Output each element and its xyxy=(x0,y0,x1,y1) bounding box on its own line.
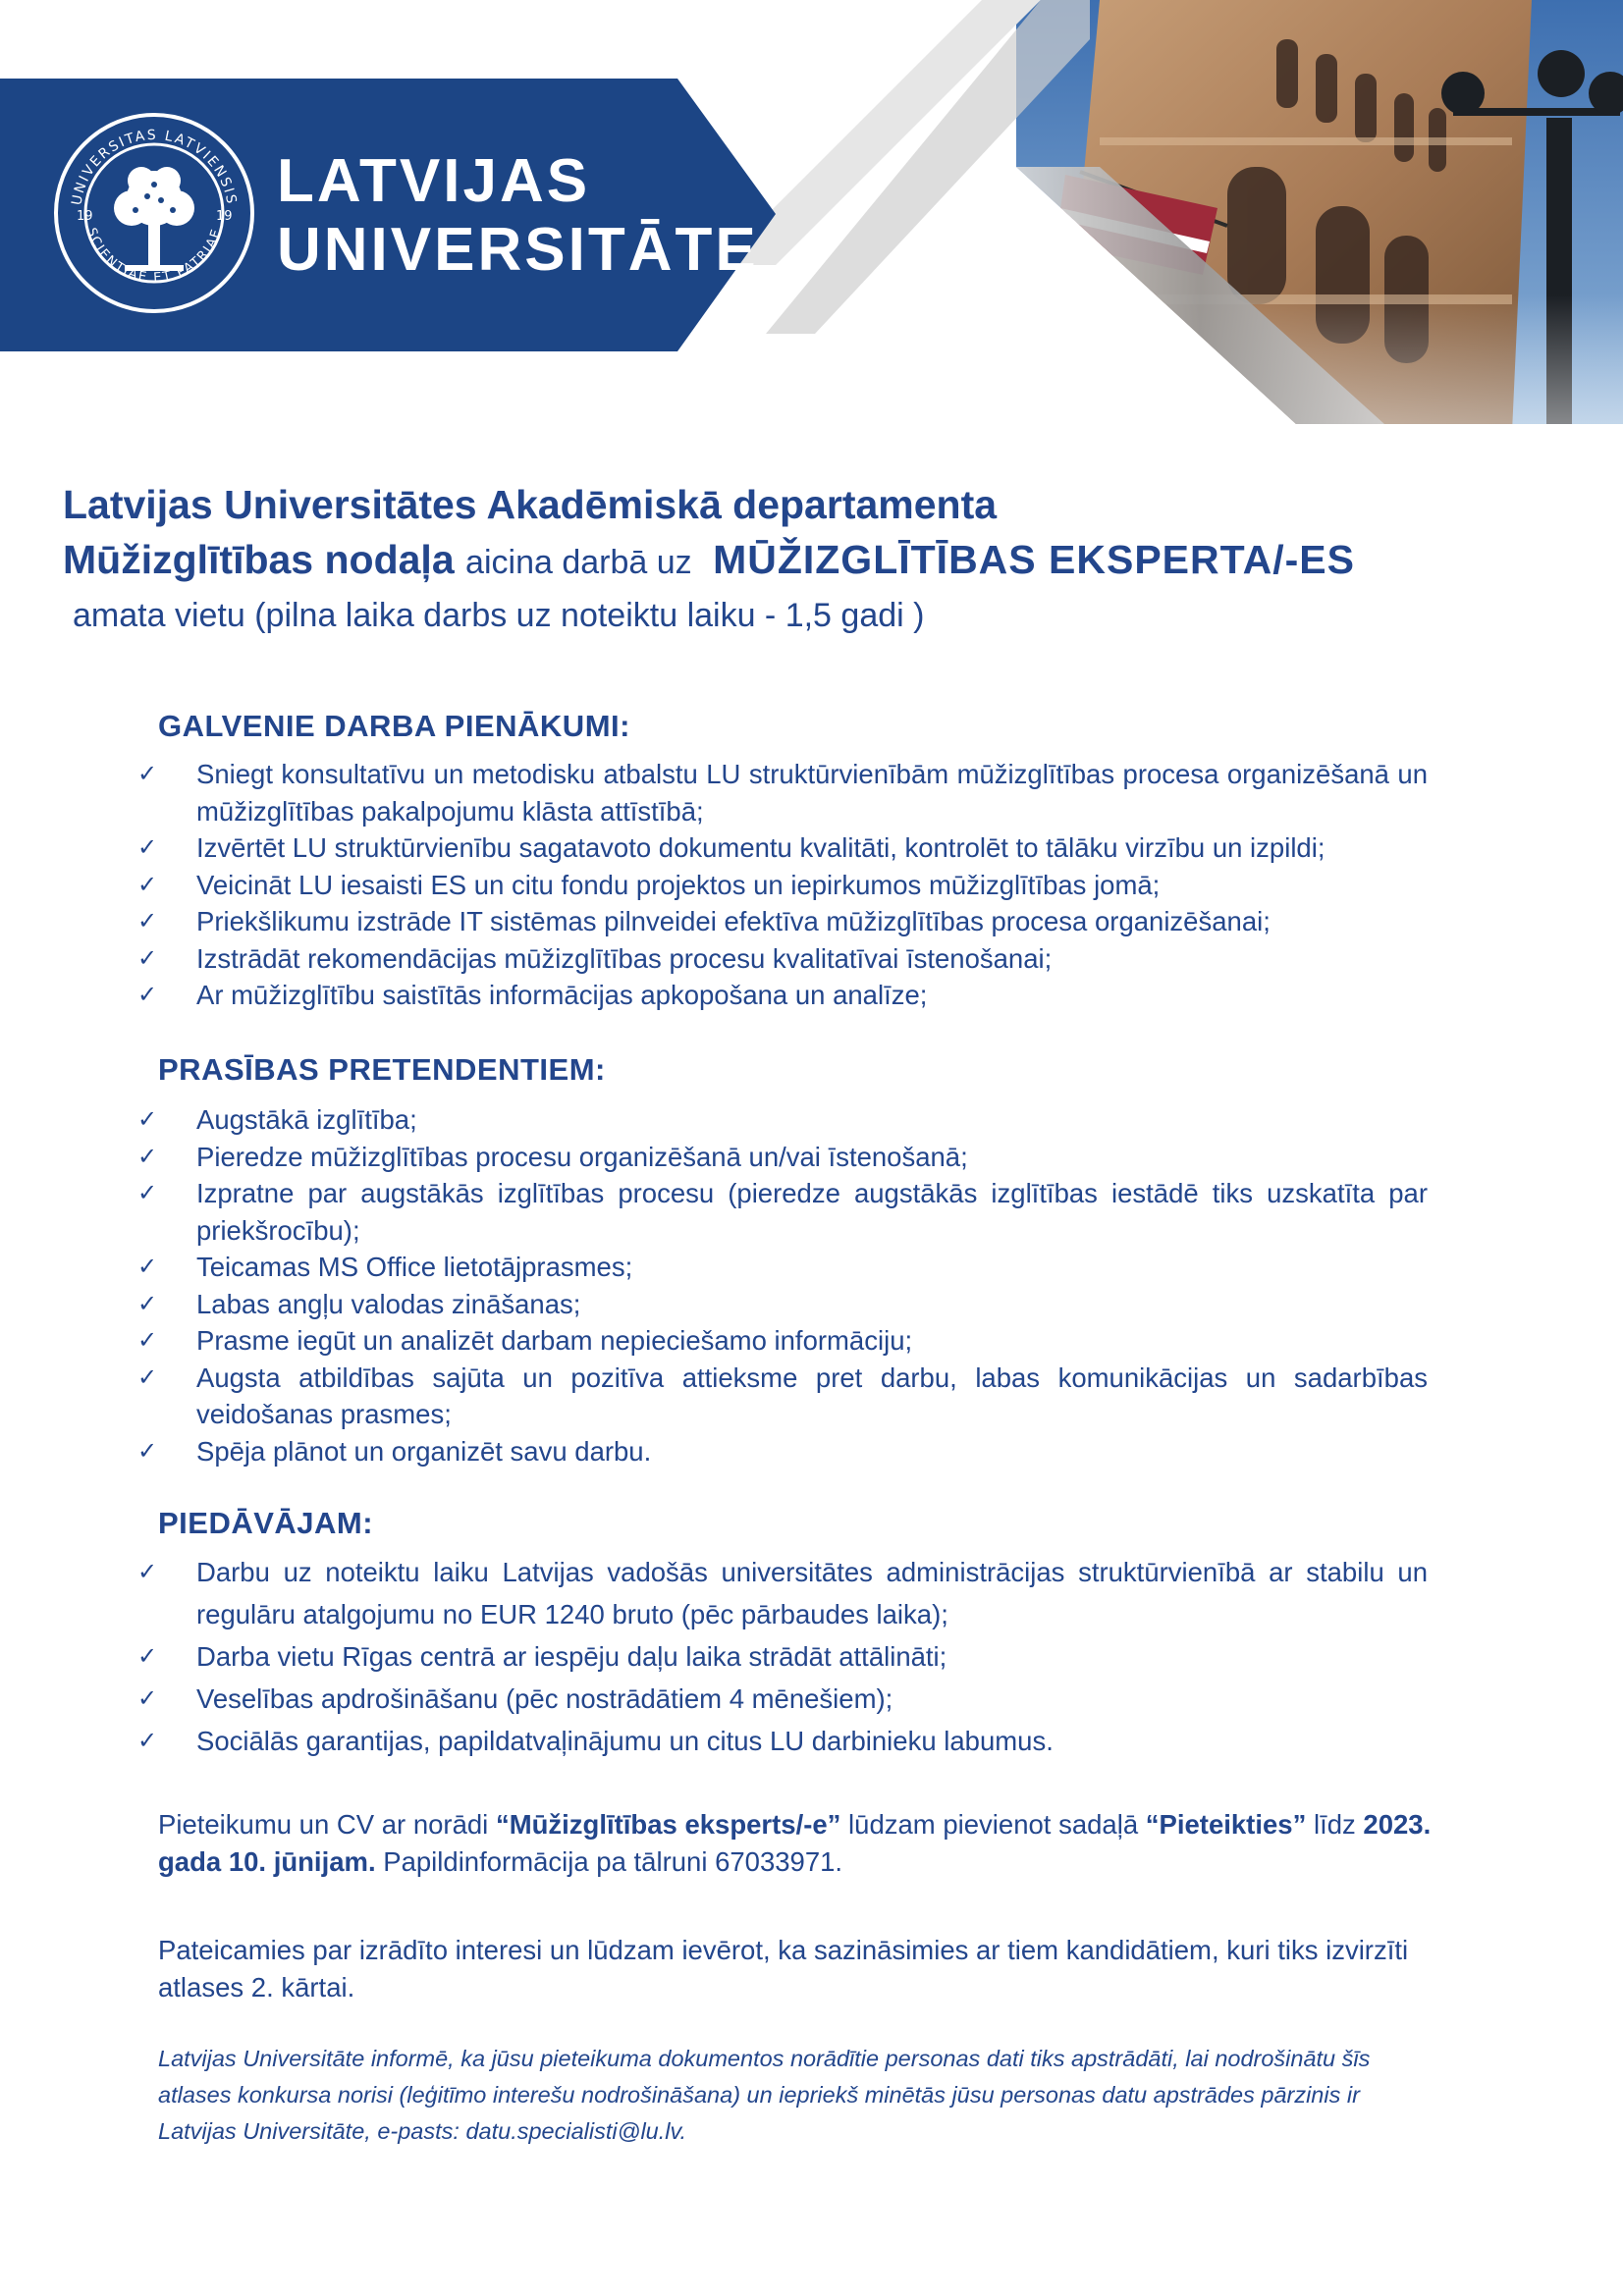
list-item: ✓ Teicamas MS Office lietotājprasmes; xyxy=(0,1249,1623,1286)
check-icon: ✓ xyxy=(137,761,158,787)
list-item: ✓ Augstākā izglītība; xyxy=(0,1101,1623,1139)
check-icon: ✓ xyxy=(137,1685,158,1712)
list-item: ✓ Darba vietu Rīgas centrā ar iespēju daļu laika strādāt attālināti; xyxy=(0,1635,1623,1678)
list-item: ✓ Labas angļu valodas zināšanas; xyxy=(0,1286,1623,1323)
check-icon: ✓ xyxy=(137,871,158,898)
requirements-heading: PRASĪBAS PRETENDENTIEM: xyxy=(158,1052,606,1087)
title-line-2 xyxy=(63,532,1575,590)
vacancy-title xyxy=(63,477,1575,641)
check-icon: ✓ xyxy=(137,1437,158,1465)
university-seal-logo xyxy=(51,110,257,316)
check-icon: ✓ xyxy=(137,1559,158,1585)
brand-line-2: UNIVERSITĀTE xyxy=(277,216,759,284)
list-item: ✓ Pieredze mūžizglītības procesu organizēšanā un/vai īstenošanā; xyxy=(0,1139,1623,1176)
privacy-notice: Latvijas Universitāte informē, ka jūsu pieteikuma dokumentos norādītie personas dati tiks apstrādāti, lai nodrošinātu šīs atlases konkursa norisi (leģitīmo interešu nodrošināšana) un iepriekš minētās jūsu personas datu apstrādes pārzinis ir Latvijas Universitāte, e-pasts: datu.specialisti@lu.lv. xyxy=(158,2046,1371,2144)
offer-heading: PIEDĀVĀJAM: xyxy=(158,1506,374,1540)
brand-wordmark xyxy=(277,147,759,285)
svg-text:SCIENTIAE ET PATRIAE: SCIENTIAE ET PATRIAE xyxy=(83,226,225,286)
title-line-1: Latvijas Universitātes Akadēmiskā departamenta xyxy=(63,482,998,527)
contact-phone: Papildinformācija pa tālruni 67033971. xyxy=(375,1846,843,1877)
duties-heading: GALVENIE DARBA PIENĀKUMI: xyxy=(158,709,630,743)
brand-line-1: LATVIJAS xyxy=(277,147,591,215)
list-item: ✓ Veicināt LU iesaisti ES un citu fondu projektos un iepirkumos mūžizglītības jomā; xyxy=(0,867,1623,904)
list-item: ✓ Priekšlikumu izstrāde IT sistēmas pilnveidei efektīva mūžizglītības procesa organizēšanai; xyxy=(0,903,1623,940)
check-icon: ✓ xyxy=(137,1180,158,1206)
duties-list xyxy=(0,756,1623,1014)
check-icon: ✓ xyxy=(137,1327,158,1354)
list-item: ✓ Spēja plānot un organizēt savu darbu. xyxy=(0,1433,1623,1470)
thanks-paragraph: Pateicamies par izrādīto interesi un lūdzam ievērot, ka sazināsimies ar tiem kandidātiem, kuri tiks izvirzīti atlases 2. kārtai. xyxy=(158,1935,1409,2002)
title-line-3: amata vietu (pilna laika darbs uz noteiktu laiku - 1,5 gadi ) xyxy=(73,597,925,634)
check-icon: ✓ xyxy=(137,1143,158,1170)
list-item: ✓ Darbu uz noteiktu laiku Latvijas vadošās universitātes administrācijas struktūrvienībā ar stabilu un regulāru atalgojumu no EUR 1240 bruto (pēc pārbaudes laika); xyxy=(0,1551,1623,1635)
check-icon: ✓ xyxy=(137,1643,158,1670)
svg-text:UNIVERSITAS LATVIENSIS: UNIVERSITAS LATVIENSIS xyxy=(69,127,240,207)
check-icon: ✓ xyxy=(137,1290,158,1317)
check-icon: ✓ xyxy=(137,1106,158,1133)
svg-text:19: 19 xyxy=(77,209,93,224)
position-name: MŪŽIZGLĪTĪBAS EKSPERTA/-ES xyxy=(713,537,1355,582)
list-item: ✓ Augsta atbildības sajūta un pozitīva attieksme pret darbu, labas komunikācijas un sadarbības veidošanas prasmes; xyxy=(0,1360,1623,1433)
check-icon: ✓ xyxy=(137,1728,158,1754)
requirements-list xyxy=(0,1101,1623,1469)
svg-text:19: 19 xyxy=(216,209,233,224)
list-item: ✓ Ar mūžizglītību saistītās informācijas apkopošana un analīze; xyxy=(0,977,1623,1014)
invite-text: aicina darbā uz xyxy=(465,544,692,581)
apply-section-name: “Pieteikties” xyxy=(1145,1809,1307,1840)
department-name: Mūžizglītības nodaļa xyxy=(63,537,455,582)
list-item: ✓ Sniegt konsultatīvu un metodisku atbalstu LU struktūrvienībām mūžizglītības procesa organizēšanā un mūžizglītības pakalpojumu klāsta attīstībā; xyxy=(0,756,1623,829)
list-item: ✓ Sociālās garantijas, papildatvaļinājumu un citus LU darbinieku labumus. xyxy=(0,1720,1623,1762)
list-item: ✓ Izvērtēt LU struktūrvienību sagatavoto dokumentu kvalitāti, kontrolēt to tālāku virzību un izpildi; xyxy=(0,829,1623,867)
deadline-date: 2023. gada 10. jūnijam. xyxy=(158,1809,1432,1877)
application-instructions: Pieteikumu un CV ar norādi “Mūžizglītības eksperts/-e” lūdzam pievienot sadaļā “Pieteikties” līdz 2023. gada 10. jūnijam. Papildinformācija pa tālruni 67033971. xyxy=(158,1809,1432,1877)
list-item: ✓ Izstrādāt rekomendācijas mūžizglītības procesu kvalitatīvai īstenošanai; xyxy=(0,940,1623,978)
check-icon: ✓ xyxy=(137,834,158,861)
check-icon: ✓ xyxy=(137,1363,158,1391)
check-icon: ✓ xyxy=(137,944,158,972)
list-item: ✓ Prasme iegūt un analizēt darbam nepieciešamo informāciju; xyxy=(0,1322,1623,1360)
list-item: ✓ Izpratne par augstākās izglītības procesu (pieredze augstākās izglītības iestādē tiks uzskatīta par priekšrocību); xyxy=(0,1175,1623,1249)
check-icon: ✓ xyxy=(137,1254,158,1280)
offer-list xyxy=(0,1551,1623,1762)
list-item: ✓ Veselības apdrošināšanu (pēc nostrādātiem 4 mēnešiem); xyxy=(0,1678,1623,1720)
check-icon: ✓ xyxy=(137,982,158,1008)
application-subject: “Mūžizglītības eksperts/-e” xyxy=(495,1809,841,1840)
check-icon: ✓ xyxy=(137,908,158,934)
